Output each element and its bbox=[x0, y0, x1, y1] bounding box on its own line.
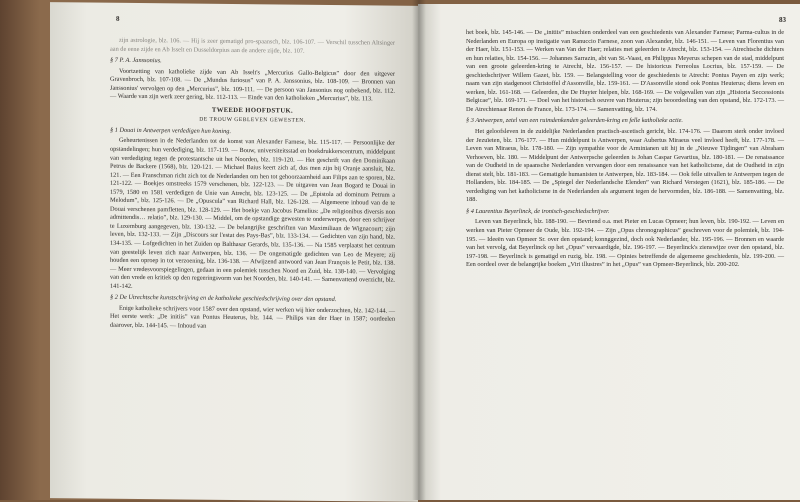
section-heading: § 3 Antwerpen, zetel van een ruimdenkenden geleerden-kring en felle katholieke actie. bbox=[466, 117, 683, 125]
section-heading: § 4 Laurentius Beyerlinck, de ironisch-geschiedschrijver. bbox=[466, 207, 610, 215]
paragraph: Enige katholieke schrijvers voor 1587 over den opstand, wier werken wij hier onderzochten, blz. 142-144. — Het eerste werk: „De initiis” van Pontus Heuterus, blz. 144. — Philips van der Haer in 1587; oordeelen daarover, blz. 144-145. — Inhoud van bbox=[110, 304, 395, 330]
paragraph: Voortzetting van katholieke zijde van Ab Isselt's „Mercurius Gallo-Belgicus” door den uitgever Gravenbroch, blz. 107-108. — De „Mundus furiosus” van P. A. Janssonius, blz. 108-109. — Bronnen van Janssonius' vervolgen op den „Mercurius”, blz. 109-111. — De persoon van Jansonius nog onbekend, blz. 112. — Waarde van zijn werk zeer gering, blz. 112-113. — Einde van den katholieken „Mercurius”, blz. 113. bbox=[110, 67, 395, 103]
right-page-text bbox=[466, 29, 784, 270]
book-gutter bbox=[412, 0, 426, 500]
page-number: 83 bbox=[779, 16, 786, 24]
section-heading: § 7 P. A. Janssonius. bbox=[110, 56, 162, 65]
section-heading: § 1 Douai in Antwerpen verdedigen hun koning. bbox=[110, 126, 232, 135]
paragraph: het boek, blz. 145-146. — De „initiis” misschien onderdeel van een geschiedenis van Alexander Farnese; Parma-cultus in de Nederlanden en Europa op instigatie van Ranuccio Farnese, zoon van Alexander, blz. 146-151. — Leven van Florentius van der Haer, blz. 151-153. — Werken van Van der Haer; relaties met geleerden te Atrecht, blz. 153-154. — Atrechtsche dichters en hun relaties, blz. 154-156. — Johannes Sarrazin, abt van St.-Vaast, en Philippus Meyerus schepen van de stad, middelpunt van een groote geleerden-kring te Atrecht, blz. 156-157. — De historicus Ferreolus Locrius, blz. 157-159. — De geschiedschrijver Willem Gazet, blz. 159. — Belangstelling voor de geschiedenis te Atrecht: Pontus Payen en zijn werk; naam van zijn stadgenoot Christoffel d'Assonville, blz. 159-161. — D'Assonville stond ook Pontus Heuterus; diens leven en werken, blz. 161-168. — Geleerden, die De Huyter hielpen, blz. 168-169. — De volgevallen van zijn „Historia Seccessionis Belgicae”, blz. 169-171. — Doel van het historisch oeuvre van Heuterus; zijn beoordeeling van den opstand, blz. 172-173. — De Atrechtenaar Renon de France, blz. 173-174. — Samenvatting, blz. 174. bbox=[466, 29, 784, 113]
paragraph: Geheurtenissen in de Nederlanden tot de komst van Alexander Farnese, blz. 115-117. — Persoonlijke der opstandelingen; hun verdediging, blz. 117-119. — Bouw, universiteitsstad en boekdrukkerscentrum, middelpunt van verdediging tegen de protestantsche uit het Noorden, blz. 119-120. — Het geschrift van den Dominikaan Petrus de Backere (1568), blz. 120-121. — Michael Baius keert zich af, dus men zijn bij Oranje aansluit, blz. 121. — Een Franschman richt zich tot de Nederlanden om hen tot gehoorzaamheid aan Filips aan te sporen, blz. 121-122. — Boekjes omstreeks 1579 verschenen, blz. 122-123. — De uitgaven van Jean Bogard te Douai in 1579, 1580 en 1581 verdedigen de Unie van Atrecht, blz. 123-125. — De „Epistola ad dominum Petrum a Melodum”, blz. 125-126. — De „Opuscula” van Richard Hall, blz. 126-128. — Algemeene inhoud van de te Douai verschenen pamfletten, blz. 128-129. — Het boekje van Jacobus Pamelius: „De religionibus diversis non admittendis… relatio”, blz. 129-130. — Middel, om de opstandige gewesten te onderwerpen, door een schrijver te Luxemburg aangegeven, blz. 130-132. — De belangrijke geschriften van Maximiliaan de Wignacourt; zijn leven, blz. 132-133. — Zijn „Discours sur l'estat des Pays-Bas”, blz. 133-134. — Gedichten van zijn hand, blz. 134-135. — Lofgedichten in het Zuiden op Balthasar Gerards, blz. 135-136. — Na 1585 verplaatst het centrum van geestelijk leven zich naar Antwerpen, blz. 136. — De ongematigde gedichten van Leo de Meyere; zij houden een oproep in tot verzoening, blz. 136-138. — Afwijzend antwoord van Jean François le Petit, blz. 138. — Meer vredesvoorspiegelingen, gedaan in een polemiek tusschen Noord en Zuid, blz. 138-140. — Vervolging van den vrede en kritiek op den regeeringsvorm van het Noorden, blz. 140-141. — Samenvattend overzicht, blz. 141-142. bbox=[110, 137, 395, 290]
paragraph: zijn astrologie, blz. 106. — Hij is zeer gematigd pro-spaansch, blz. 106-107. — Verschil tusschen Altsinger aan de eene zijde en Ab Isselt en Dusseldorpius aan de andere zijde, blz. 107. bbox=[110, 36, 395, 55]
left-page bbox=[50, 2, 418, 502]
section-heading: § 2 De Utrechtsche kunstschrijving en de katholieke geschiedschrijving over den opstand. bbox=[110, 294, 337, 304]
paragraph: Het geloofsleven in de zuidelijke Nederlanden practisch-ascetisch gericht, blz. 174-176. — Daarom sterk onder invloed der Jezuïeten, blz. 176-177. — Hun middelpunt is Antwerpen, waar Aubertus Miraeus veel invloed heeft, blz. 177-178. — Leven van Miraeus, blz. 178-180. — Zijn sympathie voor de Arminianen uit hij in de „Nieuwe Tijdingen” van Abraham Verhoeven, blz. 180. — Middelpunt der Antwerpsche geleerden is Johan Caspar Gevartius, blz. 180-181. — De renaissance van de Oudheid in de spaansche Nederlanden vervangen door een renaissance van het katholicisme, dat de Oudheid in zijn dienst stelt, blz. 181-183. — Gematigde humanisten te Antwerpen, blz. 183-184. — Ook felle uitvallen te Antwerpen tegen de Hollanders, blz. 184-185. — De „Spiegel der Nederlandsche Elenden” van Richard Verstegen (1621), blz. 185-186. — De verdediging van het katholicisme in de Nederlanden als argument tegen de hervormden, blz. 186-188. — Samenvatting, blz. 188. bbox=[466, 128, 784, 204]
page-number: 8 bbox=[116, 14, 120, 23]
chapter-title: TWEEDE HOOFDSTUK. bbox=[211, 106, 294, 115]
right-page bbox=[418, 4, 800, 500]
left-page-text bbox=[110, 37, 395, 333]
paragraph: Leven van Beyerlinck, blz. 188-190. — Bevriend o.a. met Pieter en Lucas Opmeer; hun leven, blz. 190-192. — Leven en werken van Pieter Opmeer de Oude, blz. 192-194. — Zijn „Opus chronographicus” geschreven voor de polemiek, blz. 194-195. — Ideeën van Opmeer Sr. over den opstand; konnggezind, doch ook Nederlander, blz. 195-196. — Bronnen en waarde van het vervolg, dat Beyerlinck op het „Opus” vervaardigde, blz. 196-197. — Beyerlinck's zienswijze over den opstand, blz. 197-198. — Beyerlinck is gematigd en ruzig, blz. 198. — Opinies betreffende de algemeene geschiedenis, blz. 199-200. — Een oordeel over de belangrijke boeken „Viri illustres” in het „Opus” van Opmeer-Beyerlinck, blz. 200-202. bbox=[466, 218, 784, 269]
chapter-subtitle: DE TROUW GEBLEVEN GEWESTEN. bbox=[199, 117, 306, 125]
